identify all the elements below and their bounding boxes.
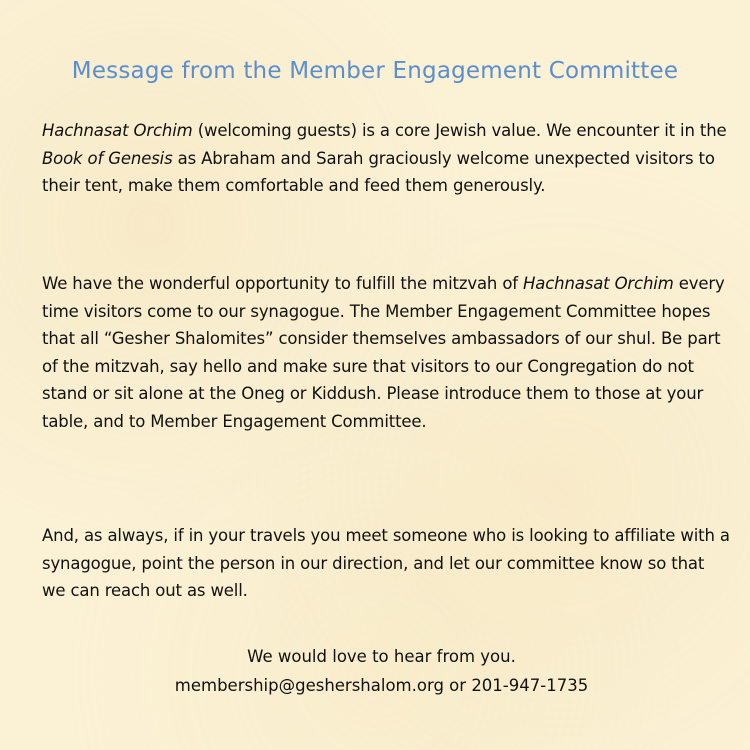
paragraph2-text-b: every time visitors come to our synagogue. The Member Engagement Committee hopes that all “Gesher Shalomites” consider themselves ambassadors of our shul. Be part of the mitzvah, say hello and make sure that visitors to our Congregation do not stand or sit alone at the Oneg or Kiddush. Please introduce them to those at your table, and to Member Engagement Committee.: [42, 274, 725, 431]
paragraph1-text-a: (welcoming guests) is a core Jewish value. We encounter it in the: [192, 121, 727, 140]
paragraph-referrals: And, as always, if in your travels you meet someone who is looking to affiliate with a synagogue, point the person in our direction, and let our committee know so that we can reach out as well.: [42, 526, 730, 600]
term-hachnasat-orchim-2: Hachnasat Orchim: [523, 274, 674, 293]
contact-line: [0, 671, 750, 700]
phone-number[interactable]: 201-947-1735: [471, 676, 589, 695]
paragraph1-text-b: as Abraham and Sarah graciously welcome unexpected visitors to their tent, make them comfortable and feed them generously.: [42, 148, 715, 195]
term-book-of-genesis: Book of Genesis: [42, 148, 173, 168]
closing-line: We would love to hear from you.: [247, 647, 516, 666]
paragraph-mitzvah-opportunity: [42, 270, 732, 435]
closing-contact: [0, 642, 750, 700]
page-title: Message from the Member Engagement Committee: [71, 58, 679, 84]
paragraph2-text-a: We have the wonderful opportunity to fulfill the mitzvah of: [42, 274, 524, 293]
contact-separator: or: [443, 676, 472, 695]
term-hachnasat-orchim: Hachnasat Orchim: [42, 121, 193, 140]
email-link[interactable]: membership@geshershalom.org: [174, 676, 444, 695]
paragraph-welcoming-guests: [42, 117, 732, 200]
